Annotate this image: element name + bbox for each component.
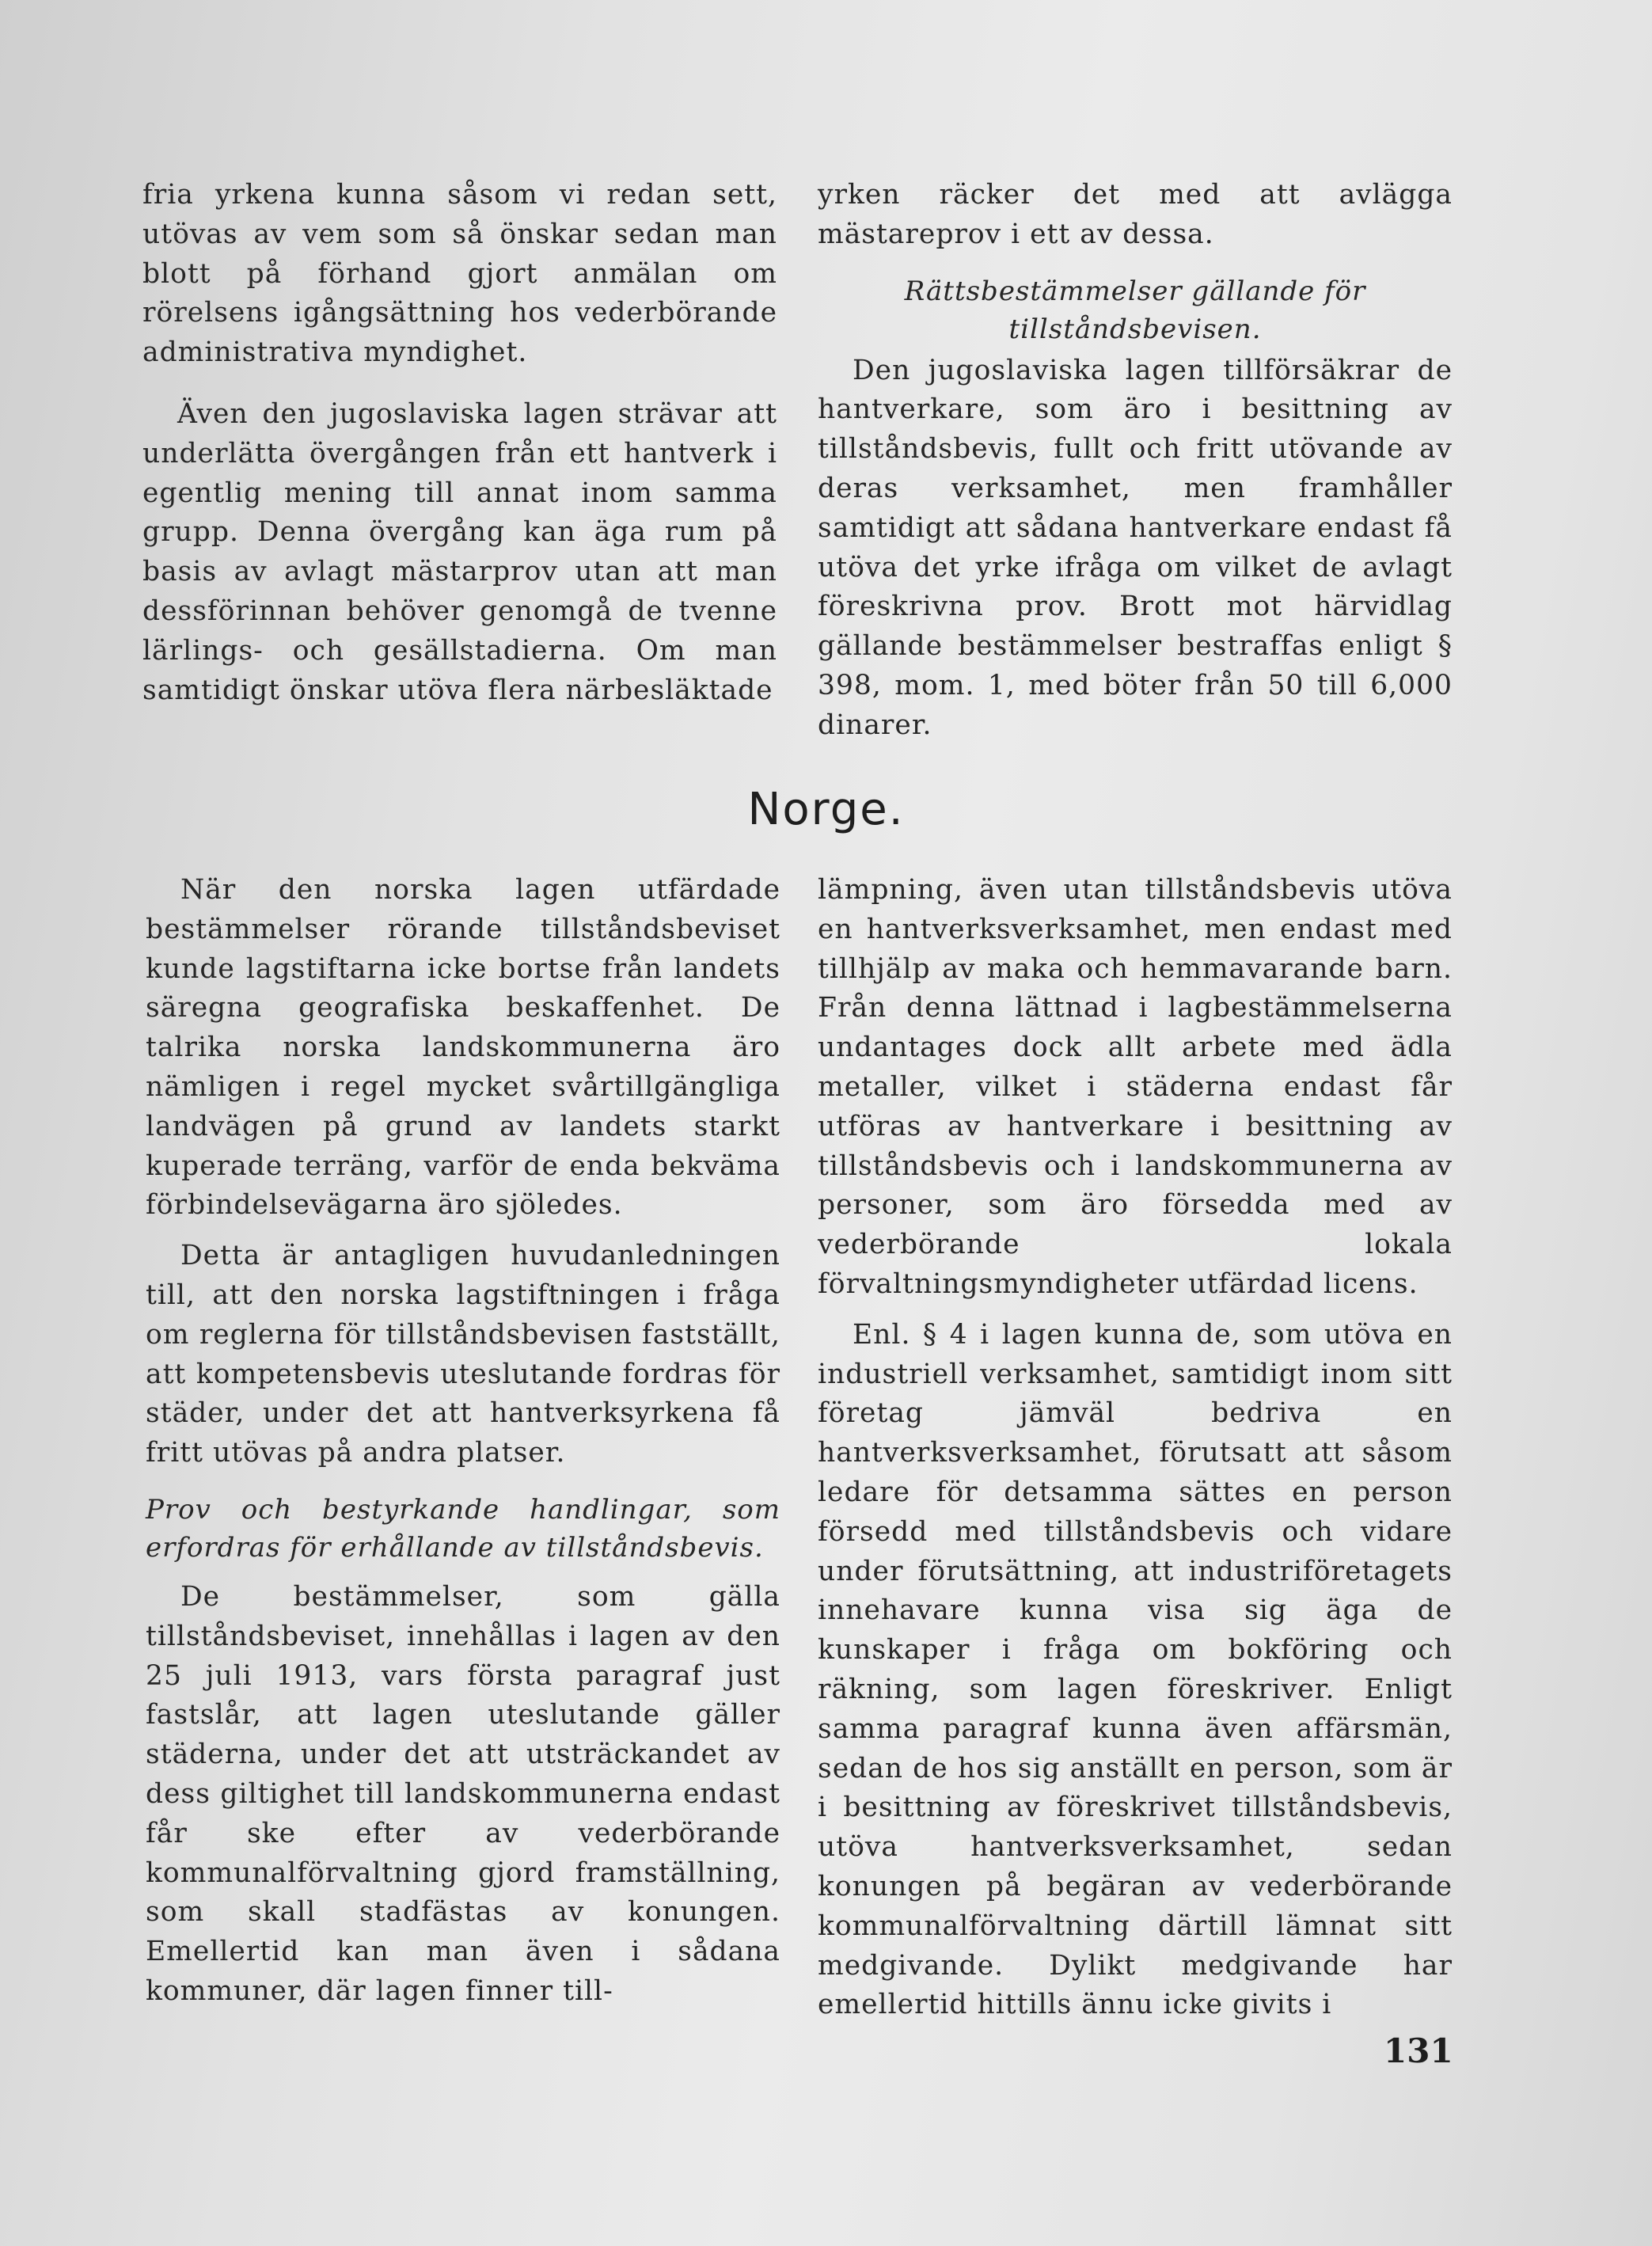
paragraph: lämpning, även utan tillståndsbevis utöva en hantverksverksamhet, men endast med tillhjälp av maka och hemmavarande barn. Från denna lättnad i lagbestämmelserna undantages dock allt arbete med ädla metaller, vilket i städerna endast får utföras av hantverkare i besittning av tillståndsbevis och i landskommunerna av personer, som äro försedda med av vederbörande lokala förvaltningsmyndigheter utfärdad licens. [818,874,1453,1300]
paragraph: De bestämmelser, som gälla tillståndsbeviset, innehållas i lagen av den 25 juli 1913, vars första paragraf just fastslår, att lagen uteslutande gäller städerna, under det att utsträckandet av dess giltighet till landskommunerna endast får ske efter av vederbörande kommunalförvaltning gjord framställning, som skall stadfästas av konungen. Emellertid kan man även i sådana kommuner, där lagen finner till- [146,1580,780,2007]
paragraph: Den jugoslaviska lagen tillförsäkrar de hantverkare, som äro i besittning av tillståndsbevis, fullt och fritt utövande av deras verksamhet, men framhåller samtidigt att sådana hantverkare endast få utöva det yrke ifråga om vilket de avlagt föreskrivna prov. Brott mot härvidlag gällande bestämmelser bestraffas enligt § 398, mom. 1, med böter från 50 till 6,000 dinarer. [818,354,1453,741]
subheading: Prov och bestyrkande handlingar, som erfordras för erhållande av tillståndsbevis. [146,1493,780,1564]
bottom-left-column [146,871,780,2012]
paragraph: Detta är antagligen huvudanledningen till, att den norska lagstiftningen i fråga om reglerna för tillståndsbevisen fastställt, att kompetensbevis uteslutande fordras för städer, under det att hantverksyrkena få fritt utövas på andra platser. [146,1240,780,1469]
paragraph: När den norska lagen utfärdade bestämmelser rörande tillståndsbeviset kunde lagstiftarna icke bortse från landets säregna geografiska beskaffenhet. De talrika norska landskommunerna äro nämligen i regel mycket svårtillgängliga landvägen på grund av landets starkt kuperade terräng, varför de enda bekväma förbindelsevägarna äro sjöledes. [146,874,780,1222]
top-right-column [818,176,1453,746]
paragraph: Enl. § 4 i lagen kunna de, som utöva en industriell verksamhet, samtidigt inom sitt företag jämväl bedriva en hantverksverksamhet, förutsatt att såsom ledare för detsamma sättes en person försedd med tillståndsbevis och vidare under förutsättning, att industriföretagets innehavare kunna visa sig äga de kunskaper i fråga om bokföring och räkning, som lagen föreskriver. Enligt samma paragraf kunna även affärsmän, sedan de hos sig anställt en person, som är i besittning av föreskrivet tillståndsbevis, utöva hantverksverksamhet, sedan konungen på begäran av vederbörande kommunalförvaltning därtill lämnat sitt medgivande. Dylikt medgivande har emellertid hittills ännu icke givits i [818,1318,1453,2021]
paragraph: yrken räcker det med att avlägga mästareprov i ett av dessa. [818,179,1453,250]
paragraph: Även den jugoslaviska lagen strävar att underlätta övergången från ett hantverk i egentlig mening till annat inom samma grupp. Denna övergång kan äga rum på basis av avlagt mästarprov utan att man dessförinnan behöver genomgå de tvenne lärlings- och gesällstadierna. Om man samtidigt önskar utöva flera närbesläktade [142,397,777,706]
top-left-column [142,176,777,710]
bottom-right-column [818,871,1453,2025]
section-title: Norge. [747,784,905,835]
subheading: Rättsbestämmelser gällande för tillståndsbevisen. [904,275,1366,345]
page-number: 131 [1384,2031,1453,2070]
paragraph: fria yrkena kunna såsom vi redan sett, utövas av vem som så önskar sedan man blott på förhand gjort anmälan om rörelsens igångsättning hos vederbörande administrativa myndighet. [142,179,777,369]
